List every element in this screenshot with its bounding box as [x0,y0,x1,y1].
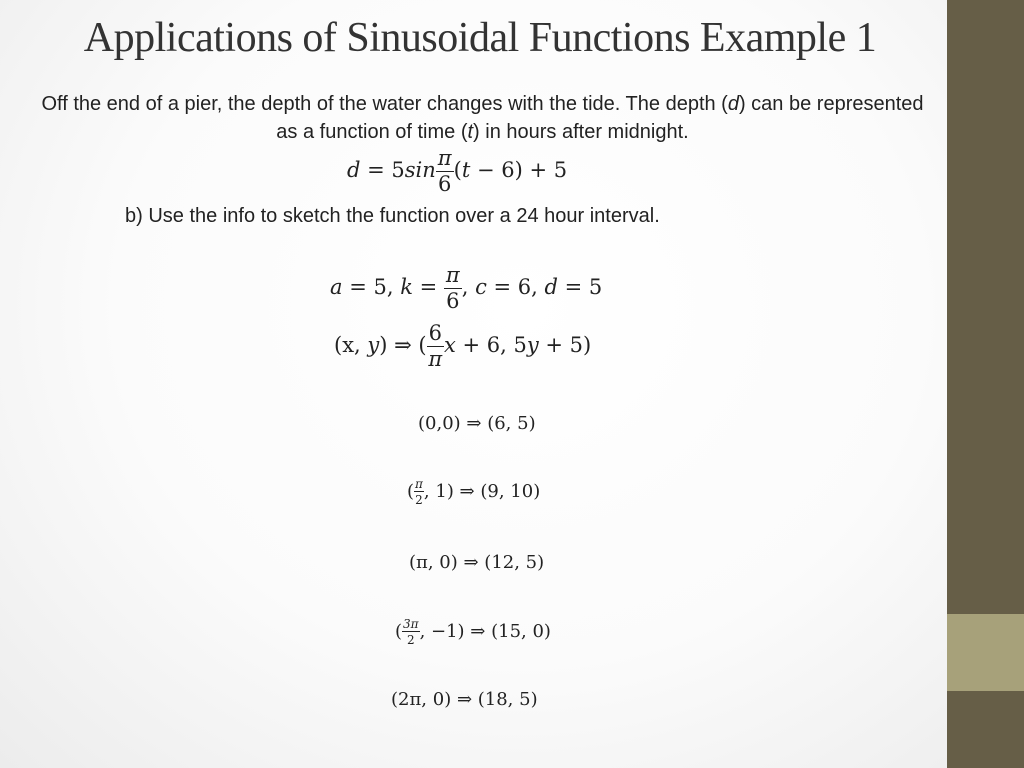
param-k-den: 6 [446,289,460,313]
sidebar-accent-block [947,614,1024,691]
param-k-eq: = [412,275,444,299]
pt4-close: , −1) ⇒ (15, 0) [419,621,551,642]
eq-t: t [461,158,471,182]
param-c-val: = 6, [486,275,545,299]
param-k-num: π [445,263,460,287]
pt2-den: 2 [415,493,423,507]
param-c: c [475,275,487,299]
part-b-instruction: b) Use the info to sketch the function over a 24 hour interval. [125,205,660,227]
eq-sin: sin [404,158,436,182]
intro-text-3: ) in hours after midnight. [473,121,689,143]
pt2-open: ( [407,481,415,502]
point-mapping-5: (2π, 0) ⇒ (18, 5) [391,689,538,710]
tr-frac-num: 6 [428,321,442,345]
param-d-val: = 5 [557,275,603,299]
main-equation [347,148,567,195]
point-mapping-4 [395,618,551,646]
param-sep: , [461,275,476,299]
eq-open: ( [453,158,462,182]
intro-text-2: ) can be represented as a function of time ( [276,93,924,143]
pt4-fraction [402,618,420,646]
param-d: d [544,275,558,299]
eq-frac-den: 6 [438,172,452,196]
param-a-val: = 5, [342,275,401,299]
tr-x: x [443,333,456,357]
eq-equals: = 5 [360,158,405,182]
intro-var-t: t [467,121,474,143]
tr-y: y [367,333,380,357]
param-k: k [400,275,413,299]
eq-lhs: d [347,158,361,182]
pt2-num: π [415,477,423,491]
pt4-num: 3π [403,617,419,631]
slide-title: Applications of Sinusoidal Functions Example 1 [83,15,877,61]
problem-statement [30,90,935,146]
eq-fraction [436,148,454,195]
tr-lhs-close: ) ⇒ ( [379,333,427,357]
pt2-close: , 1) ⇒ (9, 10) [423,481,541,502]
param-a: a [330,275,343,299]
param-k-fraction [444,265,462,312]
tr-lhs-open: (x, [334,333,368,357]
tr-fraction [427,323,444,370]
tr-mid: + 6, 5 [455,333,527,357]
transformation-rule [334,323,591,370]
intro-text-1: Off the end of a pier, the depth of the water changes with the tide. The depth ( [41,93,728,115]
pt4-open: ( [395,621,403,642]
eq-frac-num: π [437,146,452,170]
tr-y2: y [526,333,539,357]
point-mapping-2 [407,478,540,506]
intro-var-d: d [727,93,739,115]
parameters-line [330,265,602,312]
pt4-den: 2 [406,633,415,647]
point-mapping-3: (π, 0) ⇒ (12, 5) [409,552,545,573]
tr-end: + 5) [538,333,592,357]
eq-rest: − 6) + 5 [470,158,568,182]
point-mapping-1: (0,0) ⇒ (6, 5) [418,413,536,434]
pt2-fraction [414,478,424,506]
tr-frac-den: π [428,347,443,371]
